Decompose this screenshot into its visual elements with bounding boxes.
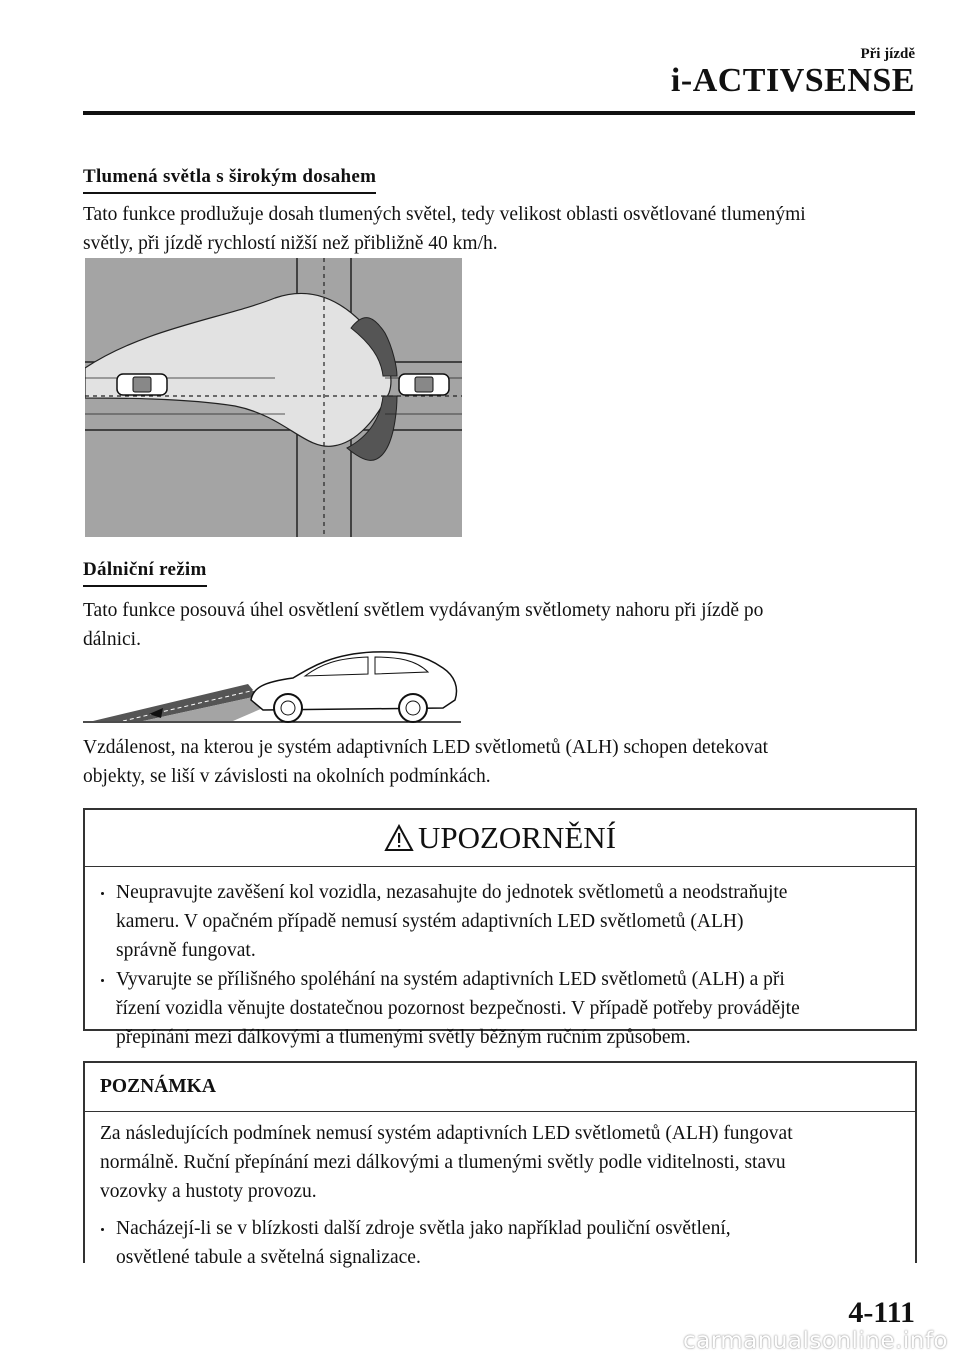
- note-text-line: vozovky a hustoty provozu.: [100, 1181, 317, 1202]
- wide-beam-text-line: světly, při jízdě rychlostí nižší než přibližně 40 km/h.: [83, 233, 498, 254]
- list-item: [85, 965, 915, 1052]
- warning-header: [85, 810, 915, 867]
- list-item-line: Vyvarujte se přílišného spoléhání na systém adaptivních LED světlometů (ALH) a při: [116, 969, 785, 990]
- note-text-line: Za následujících podmínek nemusí systém adaptivních LED světlometů (ALH) fungovat: [100, 1123, 793, 1144]
- wide-beam-text-line: Tato funkce prodlužuje dosah tlumených světel, tedy velikost oblasti osvětlované tlumenými: [83, 204, 806, 225]
- wide-beam-text: [83, 200, 806, 258]
- warning-title: UPOZORNĚNÍ: [417, 820, 617, 855]
- note-title: POZNÁMKA: [85, 1063, 915, 1112]
- list-item-line: správně fungovat.: [116, 940, 256, 961]
- list-item: [85, 878, 915, 965]
- alh-distance-line: Vzdálenost, na kterou je systém adaptivních LED světlometů (ALH) schopen detekovat: [83, 737, 769, 758]
- warning-triangle-icon: [384, 824, 414, 852]
- list-item-line: řízení vozidla věnujte dostatečnou pozornost bezpečnosti. V případě potřeby provádějte: [116, 998, 800, 1019]
- warning-box: [83, 808, 917, 1048]
- section-title: i-ACTIVSENSE: [670, 62, 915, 99]
- warning-list: [85, 867, 915, 1052]
- list-item-line: osvětlené tabule a světelná signalizace.: [116, 1247, 421, 1268]
- list-item-line: kameru. V opačném případě nemusí systém adaptivních LED světlometů (ALH): [116, 911, 744, 932]
- chapter-label: Při jízdě: [860, 46, 915, 62]
- list-item: [85, 1214, 915, 1272]
- wide-beam-heading: Tlumená světla s širokým dosahem: [83, 166, 376, 194]
- note-box: [83, 1061, 917, 1268]
- alh-distance-line: objekty, se liší v závislosti na okolních podmínkách.: [83, 766, 491, 787]
- motorway-text-line: dálnici.: [83, 629, 141, 650]
- watermark: carmanualsonline.info: [682, 1328, 948, 1354]
- car-beam-angle-illustration: [83, 648, 461, 726]
- motorway-heading: Dálniční režim: [83, 559, 207, 587]
- motorway-text-line: Tato funkce posouvá úhel osvětlení světlem vydávaným světlomety nahoru při jízdě po: [83, 600, 764, 621]
- alh-distance-text: [83, 733, 768, 791]
- list-item-line: Nacházejí-li se v blízkosti další zdroje světla jako například pouliční osvětlení,: [116, 1218, 731, 1239]
- header-rule: [83, 111, 915, 115]
- note-text-line: normálně. Ruční přepínání mezi dálkovými a tlumenými světly podle viditelnosti, stavu: [100, 1152, 786, 1173]
- note-list: [85, 1206, 915, 1272]
- motorway-text: [83, 596, 763, 654]
- note-text: [85, 1112, 915, 1206]
- intersection-beam-illustration: [85, 258, 462, 537]
- list-item-line: přepínání mezi dálkovými a tlumenými světly běžným ručním způsobem.: [116, 1027, 691, 1048]
- page-number: 4-111: [848, 1296, 915, 1329]
- list-item-line: Neupravujte zavěšení kol vozidla, nezasahujte do jednotek světlometů a neodstraňujte: [116, 882, 788, 903]
